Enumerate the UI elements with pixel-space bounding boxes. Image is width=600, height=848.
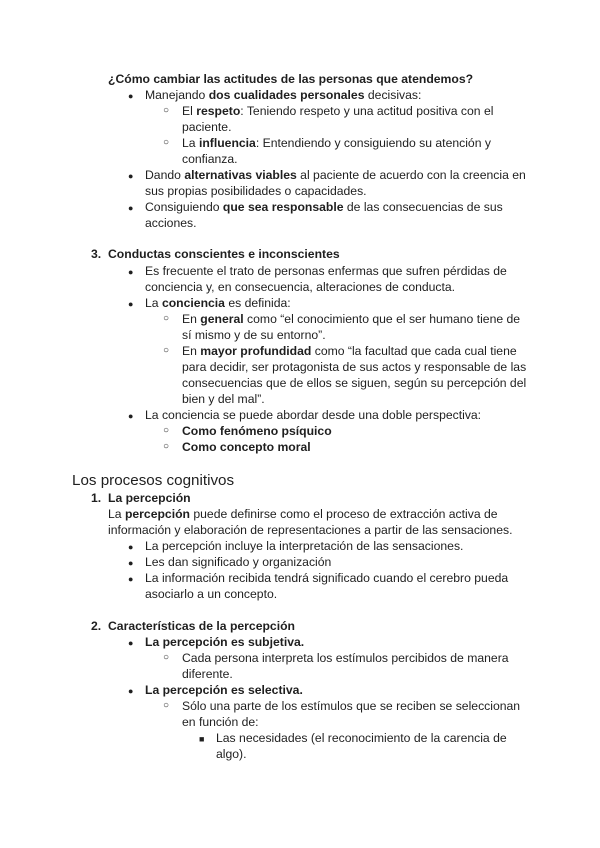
list-item-continuation: sus propias posibilidades o capacidades. (145, 184, 367, 198)
list-item: Como fenómeno psíquico (182, 424, 332, 438)
bullet-circle: ○ (163, 441, 170, 452)
list-item: La conciencia se puede abordar desde una doble perspectiva: (145, 408, 482, 422)
bullet-disc: ● (128, 203, 134, 213)
list-item: Sólo una parte de los estímulos que se reciben se seleccionan (182, 699, 521, 713)
list-item-continuation: asociarlo a un concepto. (145, 587, 278, 601)
section-heading: Características de la percepción (108, 619, 295, 633)
paragraph-line: La percepción puede definirse como el proceso de extracción activa de (108, 507, 498, 521)
section-number: 2. (91, 619, 102, 633)
list-item-continuation: acciones. (145, 216, 197, 230)
list-item: La influencia: Entendiendo y consiguiendo su atención y (182, 136, 491, 150)
bullet-disc: ● (128, 686, 134, 696)
paragraph-line: información y elaboración de representaciones a partir de las sensaciones. (108, 523, 513, 537)
section-heading: La percepción (108, 491, 191, 505)
bullet-circle: ○ (163, 137, 170, 148)
list-item-continuation: sí mismo y de su entorno”. (182, 328, 326, 342)
bullet-disc: ● (128, 171, 134, 181)
list-item: Consiguiendo que sea responsable de las consecuencias de sus (145, 200, 503, 214)
bullet-circle: ○ (163, 313, 170, 324)
list-item: La percepción incluye la interpretación de las sensaciones. (145, 539, 464, 553)
list-item: Dando alternativas viables al paciente de acuerdo con la creencia en (145, 168, 526, 182)
bullet-disc: ● (128, 638, 134, 648)
list-item-continuation: confianza. (182, 152, 238, 166)
bullet-circle: ○ (163, 425, 170, 436)
list-item-continuation: bien y del mal”. (182, 392, 265, 406)
list-item: Es frecuente el trato de personas enfermas que sufren pérdidas de (145, 264, 507, 278)
bullet-disc: ● (128, 91, 134, 101)
list-item-continuation: paciente. (182, 120, 232, 134)
bullet-circle: ○ (163, 700, 170, 711)
section-heading: Conductas conscientes e inconscientes (108, 247, 340, 261)
list-item: En general como “el conocimiento que el ser humano tiene de (182, 312, 521, 326)
bullet-disc: ● (128, 267, 134, 277)
list-item: En mayor profundidad como “la facultad que cada cual tiene (182, 344, 517, 358)
bullet-circle: ○ (163, 652, 170, 663)
section-number: 3. (91, 247, 102, 261)
list-item-continuation: para decidir, ser protagonista de sus actos y responsable de las (182, 360, 527, 374)
bullet-circle: ○ (163, 345, 170, 356)
bullet-square: ■ (199, 734, 205, 744)
list-item: Cada persona interpreta los estímulos percibidos de manera (182, 651, 509, 665)
section-title: Los procesos cognitivos (72, 472, 235, 489)
list-item: Las necesidades (el reconocimiento de la carencia de (216, 731, 507, 745)
list-item-continuation: conciencia y, en consecuencia, alteraciones de conducta. (145, 280, 456, 294)
bullet-disc: ● (128, 574, 134, 584)
list-item: Les dan significado y organización (145, 555, 332, 569)
list-item: La percepción es subjetiva. (145, 635, 305, 649)
list-item: La conciencia es definida: (145, 296, 291, 310)
list-item: La información recibida tendrá significado cuando el cerebro pueda (145, 571, 509, 585)
list-item: Manejando dos cualidades personales decisivas: (145, 88, 422, 102)
list-item: El respeto: Teniendo respeto y una actitud positiva con el (182, 104, 494, 118)
list-item-continuation: diferente. (182, 667, 233, 681)
bullet-disc: ● (128, 558, 134, 568)
list-item-continuation: en función de: (182, 715, 259, 729)
bullet-circle: ○ (163, 105, 170, 116)
bullet-disc: ● (128, 542, 134, 552)
list-item-continuation: consecuencias que de ellos se siguen, según su percepción del (182, 376, 527, 390)
section-number: 1. (91, 491, 102, 505)
list-item-continuation: algo). (216, 747, 247, 761)
attitudes-heading: ¿Cómo cambiar las actitudes de las personas que atendemos? (108, 72, 474, 86)
list-item: La percepción es selectiva. (145, 683, 303, 697)
bullet-disc: ● (128, 411, 134, 421)
bullet-disc: ● (128, 299, 134, 309)
list-item: Como concepto moral (182, 440, 311, 454)
